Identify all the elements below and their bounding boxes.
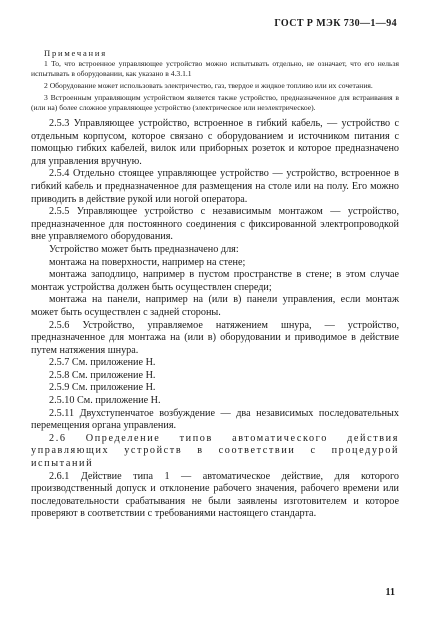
paragraph-2-5-11: 2.5.11 Двухступенчатое возбуждение — два независимых последовательных перемещения органа управления. xyxy=(31,407,399,432)
paragraph-purpose: Устройство может быть предназначено для: xyxy=(49,243,239,255)
paragraph-2-5-9: 2.5.9 См. приложение Н. xyxy=(49,382,156,394)
note-1: 1 То, что встроенное управляющее устройство можно испытывать отдельно, не означает, что его нельзя испытывать в оборудовании, как указано в 4.3.1.1 xyxy=(31,59,399,78)
note-3: 3 Встроенным управляющим устройством является также устройство, предназначенное для встраивания в (или на) более сложное управляющее устройство (электрическое или неэлектрическое). xyxy=(31,93,399,112)
paragraph-surface-mount: монтажа на поверхности, например на стене; xyxy=(49,256,246,268)
paragraph-2-5-5: 2.5.5 Управляющее устройство с независимым монтажом — устройство, предназначенное для постоянного соединения с фиксированной электропроводкой вне управляемого оборудования. xyxy=(31,206,399,243)
paragraph-2-5-7: 2.5.7 См. приложение Н. xyxy=(49,357,156,369)
page-number: 11 xyxy=(385,587,395,598)
paragraph-2-5-4: 2.5.4 Отдельно стоящее управляющее устройство — устройство, встроенное в гибкий кабель и предназначенное для размещения на столе или на полу. Его можно приводить в действие рукой или ногой оператора. xyxy=(31,168,399,205)
paragraph-panel-mount: монтажа на панели, например на (или в) панели управления, если монтаж может быть осуществлен с задней стороны. xyxy=(31,294,399,318)
paragraph-2-5-3: 2.5.3 Управляющее устройство, встроенное в гибкий кабель, — устройство с отдельным корпусом, которое связано с оборудованием и источником питания с помощью гибких кабелей, вилок или приборных розеток и которое предназначено для управления вручную. xyxy=(31,118,399,167)
paragraph-flush-mount: монтажа заподлицо, например в пустом пространстве в стене; в этом случае монтаж устройства должен быть осуществлен спереди; xyxy=(31,269,399,293)
note-2: 2 Оборудование может использовать электричество, газ, твердое и жидкое топливо или их сочетания. xyxy=(44,81,373,90)
paragraph-2-5-6: 2.5.6 Устройство, управляемое натяжением шнура, — устройство, предназначенное для монтажа на (или в) оборудовании и приводимое в действие путем натяжения шнура. xyxy=(31,319,399,356)
paragraph-2-5-8: 2.5.8 См. приложение Н. xyxy=(49,369,156,381)
paragraph-2-5-10: 2.5.10 См. приложение Н. xyxy=(49,395,161,407)
page-content xyxy=(31,48,399,521)
standard-header: ГОСТ Р МЭК 730—1—94 xyxy=(274,18,397,29)
paragraph-2-6-1: 2.6.1 Действие типа 1 — автоматическое действие, для которого производственный допуск и отклонение рабочего значения, рабочего времени или последовательности срабатывания не были заявлены изготовителем и которое проверяют в соответствии с требованиями настоящего стандарта. xyxy=(31,470,399,520)
notes-title: Примечания xyxy=(44,48,107,58)
section-heading-2-6: 2.6 Определение типов автоматического действия управляющих устройств в соответствии с процедурой испытаний xyxy=(31,432,399,470)
